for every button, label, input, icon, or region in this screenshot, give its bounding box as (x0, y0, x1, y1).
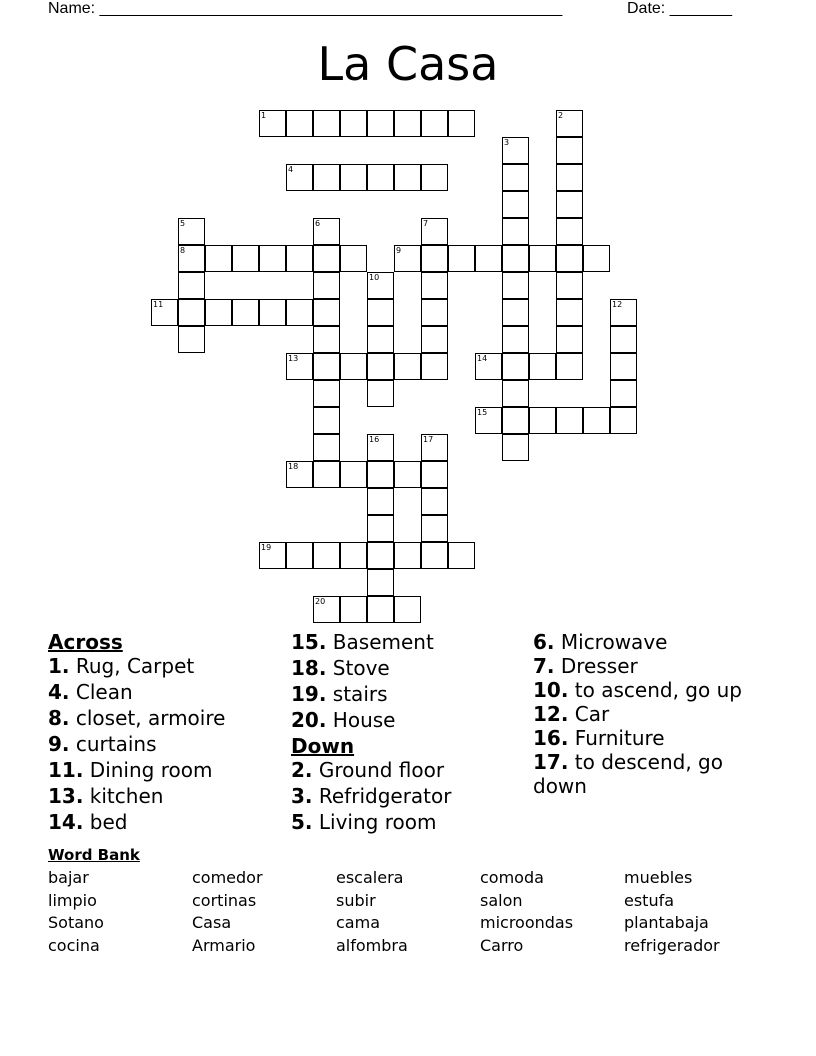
clue-text: Furniture (574, 726, 665, 750)
crossword-cell[interactable] (394, 110, 421, 137)
crossword-cell[interactable] (313, 434, 340, 461)
crossword-cell[interactable] (367, 461, 394, 488)
clue-item (291, 682, 521, 706)
across-heading: Across (48, 630, 123, 654)
clue-number: 13 (288, 354, 299, 363)
crossword-cell[interactable] (232, 299, 259, 326)
clue-number-label: 4. (48, 680, 70, 704)
word-bank-word: bajar (48, 868, 89, 887)
crossword-cell[interactable] (502, 326, 529, 353)
crossword-cell[interactable] (151, 299, 178, 326)
clue-number: 20 (315, 597, 326, 606)
crossword-cell[interactable] (556, 353, 583, 380)
crossword-cell[interactable] (367, 488, 394, 515)
clue-item (533, 630, 773, 654)
crossword-cell[interactable] (610, 380, 637, 407)
crossword-cell[interactable] (556, 191, 583, 218)
word-bank-word: cama (336, 913, 380, 933)
clue-text: Microwave (560, 630, 668, 654)
clue-number-label: 12. (533, 702, 569, 726)
crossword-cell[interactable] (367, 542, 394, 569)
crossword-cell[interactable] (313, 110, 340, 137)
crossword-cell[interactable] (340, 245, 367, 272)
clue-number-label: 11. (48, 758, 84, 782)
crossword-cell[interactable] (340, 353, 367, 380)
crossword-cell[interactable] (340, 110, 367, 137)
clue-text: to ascend, go up (574, 678, 742, 702)
crossword-cell[interactable] (367, 353, 394, 380)
clue-number-label: 13. (48, 784, 84, 808)
clue-text: Basement (332, 630, 434, 654)
clue-text: stairs (332, 682, 388, 706)
crossword-cell[interactable] (205, 299, 232, 326)
crossword-cell[interactable] (286, 164, 313, 191)
crossword-cell[interactable] (502, 299, 529, 326)
clue-item (48, 706, 278, 730)
crossword-cell[interactable] (313, 353, 340, 380)
crossword-cell[interactable] (448, 110, 475, 137)
clue-number: 7 (423, 219, 429, 228)
clue-number-label: 20. (291, 708, 327, 732)
word-bank-word: cocina (48, 935, 100, 955)
crossword-cell[interactable] (313, 218, 340, 245)
clue-item (291, 708, 521, 732)
clue-number-label: 8. (48, 706, 70, 730)
crossword-cell[interactable] (367, 434, 394, 461)
word-bank-word: Armario (192, 935, 256, 955)
clue-text: kitchen (89, 784, 164, 808)
clue-text: Clean (75, 680, 133, 704)
word-bank-word: Casa (192, 913, 232, 933)
clues-column-1 (48, 630, 278, 836)
crossword-cell[interactable] (556, 164, 583, 191)
crossword-cell[interactable] (502, 164, 529, 191)
crossword-cell[interactable] (313, 164, 340, 191)
clue-number: 14 (477, 354, 488, 363)
word-bank-word: escalera (336, 868, 404, 887)
crossword-cell[interactable] (610, 326, 637, 353)
clue-number-label: 9. (48, 732, 70, 756)
crossword-cell[interactable] (529, 353, 556, 380)
clues-column-2 (291, 630, 521, 836)
clue-item (291, 810, 521, 834)
crossword-cell[interactable] (448, 542, 475, 569)
crossword-cell[interactable] (556, 272, 583, 299)
crossword-cell[interactable] (529, 245, 556, 272)
crossword-cell[interactable] (178, 218, 205, 245)
clue-number-label: 14. (48, 810, 84, 834)
clue-number: 19 (261, 543, 272, 552)
clue-number-label: 1. (48, 654, 70, 678)
clue-number: 12 (612, 300, 623, 309)
crossword-cell[interactable] (340, 164, 367, 191)
clue-text: to descend, go down (533, 750, 723, 798)
clue-item (291, 784, 521, 808)
clue-number: 11 (153, 300, 164, 309)
word-bank-word: cortinas (192, 890, 257, 910)
clue-number-label: 19. (291, 682, 327, 706)
word-bank-row (48, 912, 768, 935)
clue-text: Stove (332, 656, 390, 680)
crossword-cell[interactable] (340, 596, 367, 623)
crossword-cell[interactable] (313, 407, 340, 434)
clue-number-label: 16. (533, 726, 569, 750)
word-bank-row (48, 867, 768, 890)
down-heading: Down (291, 734, 355, 758)
clue-number: 16 (369, 435, 380, 444)
clue-text: Rug, Carpet (75, 654, 195, 678)
crossword-cell[interactable] (367, 380, 394, 407)
clue-item (291, 758, 521, 782)
clue-number: 3 (504, 138, 510, 147)
crossword-cell[interactable] (286, 461, 313, 488)
word-bank-row (48, 935, 768, 958)
clue-text: Refridgerator (318, 784, 452, 808)
clue-item (533, 654, 773, 678)
clue-item (48, 680, 278, 704)
word-bank-word: salon (480, 890, 523, 910)
crossword-cell[interactable] (502, 218, 529, 245)
word-bank-word: microondas (480, 913, 574, 933)
clue-item (48, 810, 278, 834)
clue-text: House (332, 708, 396, 732)
crossword-cell[interactable] (340, 461, 367, 488)
crossword-cell[interactable] (178, 326, 205, 353)
clue-number: 18 (288, 462, 299, 471)
crossword-cell[interactable] (313, 299, 340, 326)
word-bank-word: comedor (192, 868, 263, 887)
crossword-cell[interactable] (313, 380, 340, 407)
crossword-cell[interactable] (610, 353, 637, 380)
clue-text: Dining room (89, 758, 213, 782)
clue-item (533, 702, 773, 726)
crossword-cell[interactable] (340, 542, 367, 569)
crossword-cell[interactable] (367, 110, 394, 137)
clue-item (291, 630, 521, 654)
crossword-cell[interactable] (394, 542, 421, 569)
crossword-cell[interactable] (556, 326, 583, 353)
crossword-cell[interactable] (502, 272, 529, 299)
clue-number-label: 15. (291, 630, 327, 654)
crossword-cell[interactable] (421, 326, 448, 353)
crossword-cell[interactable] (421, 245, 448, 272)
crossword-cell[interactable] (313, 245, 340, 272)
crossword-cell[interactable] (556, 137, 583, 164)
word-bank-word: refrigerador (624, 935, 720, 955)
crossword-cell[interactable] (367, 515, 394, 542)
crossword-cell[interactable] (367, 299, 394, 326)
crossword-cell[interactable] (394, 164, 421, 191)
crossword-cell[interactable] (367, 326, 394, 353)
clue-item (533, 678, 773, 702)
crossword-cell[interactable] (394, 245, 421, 272)
crossword-cell[interactable] (502, 380, 529, 407)
clue-text: Car (574, 702, 610, 726)
clue-item (48, 784, 278, 808)
crossword-cell[interactable] (610, 407, 637, 434)
word-bank-word: Sotano (48, 913, 104, 933)
crossword-cell[interactable] (475, 407, 502, 434)
clue-number-label: 7. (533, 654, 555, 678)
crossword-cell[interactable] (259, 245, 286, 272)
word-bank-word: muebles (624, 868, 693, 887)
crossword-cell[interactable] (313, 326, 340, 353)
crossword-cell[interactable] (421, 272, 448, 299)
crossword-cell[interactable] (529, 407, 556, 434)
clue-number: 4 (288, 165, 294, 174)
crossword-cell[interactable] (259, 110, 286, 137)
clue-number: 6 (315, 219, 321, 228)
clue-number: 15 (477, 408, 488, 417)
crossword-cell[interactable] (367, 272, 394, 299)
crossword-cell[interactable] (583, 407, 610, 434)
crossword-cell[interactable] (502, 353, 529, 380)
clue-number: 10 (369, 273, 380, 282)
crossword-cell[interactable] (475, 353, 502, 380)
clue-text: curtains (75, 732, 157, 756)
clue-number-label: 6. (533, 630, 555, 654)
crossword-cell[interactable] (178, 272, 205, 299)
clue-number: 9 (396, 246, 402, 255)
crossword-cell[interactable] (286, 110, 313, 137)
crossword-cell[interactable] (556, 245, 583, 272)
clue-number-label: 10. (533, 678, 569, 702)
word-bank-word: Carro (480, 935, 524, 955)
crossword-cell[interactable] (502, 245, 529, 272)
crossword-cell[interactable] (421, 299, 448, 326)
clue-text: Dresser (560, 654, 638, 678)
clues-column-3 (533, 630, 773, 798)
word-bank-word: plantabaja (624, 913, 709, 933)
crossword-cell[interactable] (421, 434, 448, 461)
crossword-cell[interactable] (502, 407, 529, 434)
page-title: La Casa (317, 37, 499, 91)
word-bank-word: comoda (480, 868, 544, 887)
crossword-cell[interactable] (421, 488, 448, 515)
word-bank-word: estufa (624, 890, 675, 910)
crossword-cell[interactable] (502, 191, 529, 218)
crossword-cell[interactable] (205, 245, 232, 272)
word-bank-heading: Word Bank (48, 846, 140, 864)
clue-item (533, 750, 763, 798)
crossword-cell[interactable] (286, 299, 313, 326)
crossword-cell[interactable] (556, 218, 583, 245)
crossword-cell[interactable] (367, 569, 394, 596)
crossword-cell[interactable] (475, 245, 502, 272)
clue-text: bed (89, 810, 128, 834)
clue-item (48, 758, 278, 782)
crossword-cell[interactable] (259, 542, 286, 569)
clue-number-label: 2. (291, 758, 313, 782)
crossword-cell[interactable] (286, 542, 313, 569)
clue-item (291, 656, 521, 680)
date-field-label[interactable]: Date: _______ (627, 0, 732, 17)
crossword-cell[interactable] (394, 353, 421, 380)
crossword-cell[interactable] (313, 272, 340, 299)
crossword-cell[interactable] (421, 461, 448, 488)
crossword-cell[interactable] (421, 353, 448, 380)
word-bank-word: limpio (48, 890, 97, 910)
crossword-cell[interactable] (394, 461, 421, 488)
word-bank-row (48, 890, 768, 913)
word-bank (48, 867, 768, 957)
crossword-cell[interactable] (421, 164, 448, 191)
crossword-cell[interactable] (421, 218, 448, 245)
clue-number-label: 5. (291, 810, 313, 834)
crossword-cell[interactable] (394, 596, 421, 623)
crossword-cell[interactable] (286, 245, 313, 272)
crossword-cell[interactable] (502, 137, 529, 164)
crossword-cell[interactable] (286, 353, 313, 380)
name-field-label[interactable]: Name: ____________________________________________________ (48, 0, 563, 17)
word-bank-word: subir (336, 890, 376, 910)
crossword-cell[interactable] (610, 299, 637, 326)
crossword-cell[interactable] (421, 515, 448, 542)
crossword-cell[interactable] (448, 245, 475, 272)
crossword-cell[interactable] (313, 461, 340, 488)
clue-item (533, 726, 773, 750)
clue-number: 5 (180, 219, 186, 228)
clue-item (48, 654, 278, 678)
crossword-cell[interactable] (178, 299, 205, 326)
clue-number-label: 18. (291, 656, 327, 680)
clue-text: Living room (318, 810, 437, 834)
crossword-cell[interactable] (421, 110, 448, 137)
clue-number: 17 (423, 435, 434, 444)
word-bank-word: alfombra (336, 935, 408, 955)
crossword-cell[interactable] (232, 245, 259, 272)
crossword-cell[interactable] (313, 542, 340, 569)
crossword-cell[interactable] (313, 596, 340, 623)
crossword-cell[interactable] (178, 245, 205, 272)
crossword-cell[interactable] (556, 299, 583, 326)
clue-number-label: 17. (533, 750, 569, 774)
crossword-cell[interactable] (367, 164, 394, 191)
clue-number: 1 (261, 111, 267, 120)
crossword-cell[interactable] (502, 434, 529, 461)
crossword-cell[interactable] (556, 110, 583, 137)
crossword-cell[interactable] (583, 245, 610, 272)
crossword-cell[interactable] (367, 596, 394, 623)
clue-text: Ground floor (318, 758, 445, 782)
clue-number-label: 3. (291, 784, 313, 808)
clue-number: 8 (180, 246, 186, 255)
clue-text: closet, armoire (75, 706, 226, 730)
crossword-cell[interactable] (421, 542, 448, 569)
crossword-cell[interactable] (556, 407, 583, 434)
clue-number: 2 (558, 111, 564, 120)
crossword-cell[interactable] (259, 299, 286, 326)
clue-item (48, 732, 278, 756)
